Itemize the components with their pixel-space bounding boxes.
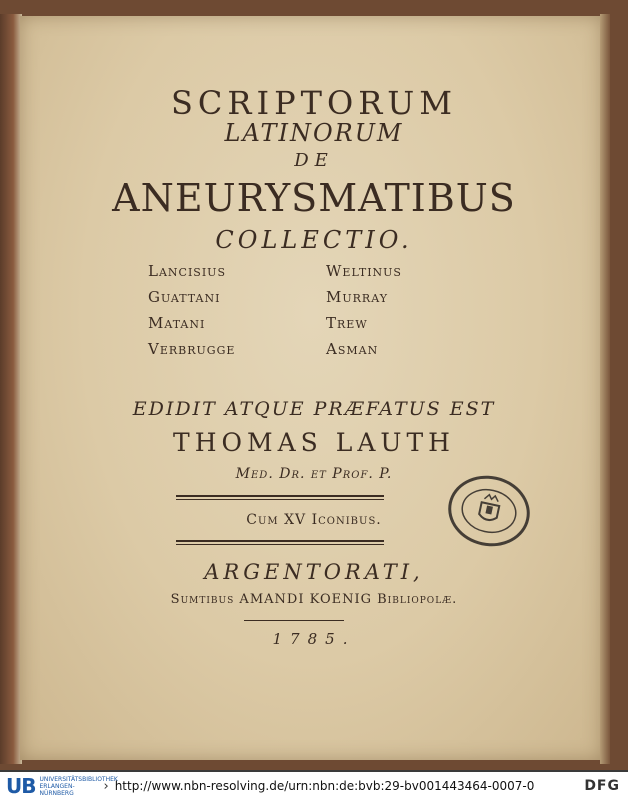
author-name: Guattani (148, 288, 221, 306)
ub-logo-subtitle: UNIVERSITÄTSBIBLIOTHEK ERLANGEN-NÜRNBERG (39, 775, 118, 797)
double-rule-top (176, 495, 384, 500)
author-name: Asman (326, 340, 379, 358)
author-name: Verbrugge (148, 340, 236, 358)
chevron-right-icon[interactable]: › (103, 778, 109, 794)
title-line-4: ANEURYSMATIBUS (112, 176, 516, 220)
crest-icon (453, 480, 524, 542)
title-line-5: COLLECTIO. (215, 226, 413, 254)
author-list (148, 262, 448, 358)
ub-logo: UB (6, 774, 36, 798)
title-line-1: SCRIPTORUM (170, 84, 458, 122)
title-line-3: DE (294, 150, 334, 171)
author-name: Weltinus (326, 262, 402, 280)
imprint-year: 1785. (272, 630, 356, 648)
double-rule-bottom (176, 540, 384, 545)
editor-credentials: Med. Dr. et Prof. P. (235, 466, 393, 482)
author-name: Lancisius (148, 262, 226, 280)
illustrations-note: Cum XV Iconibus. (246, 512, 382, 528)
author-name: Trew (326, 314, 368, 332)
editor-line: EDIDIT ATQUE PRÆFATUS EST (132, 398, 496, 420)
author-name: Matani (148, 314, 206, 332)
author-name: Murray (326, 288, 388, 306)
permalink-url[interactable]: http://www.nbn-resolving.de/urn:nbn:de:bvb:29-bv001443464-0007-0 (114, 779, 535, 793)
imprint-place: ARGENTORATI, (204, 560, 424, 584)
viewer-footer (0, 772, 628, 800)
dfg-logo: DFG (584, 778, 620, 794)
imprint-publisher: Sumtibus AMANDI KOENIG Bibliopolæ. (170, 592, 458, 607)
editor-name: THOMAS LAUTH (173, 428, 455, 457)
title-line-2: LATINORUM (224, 119, 404, 147)
thin-rule (244, 620, 344, 621)
